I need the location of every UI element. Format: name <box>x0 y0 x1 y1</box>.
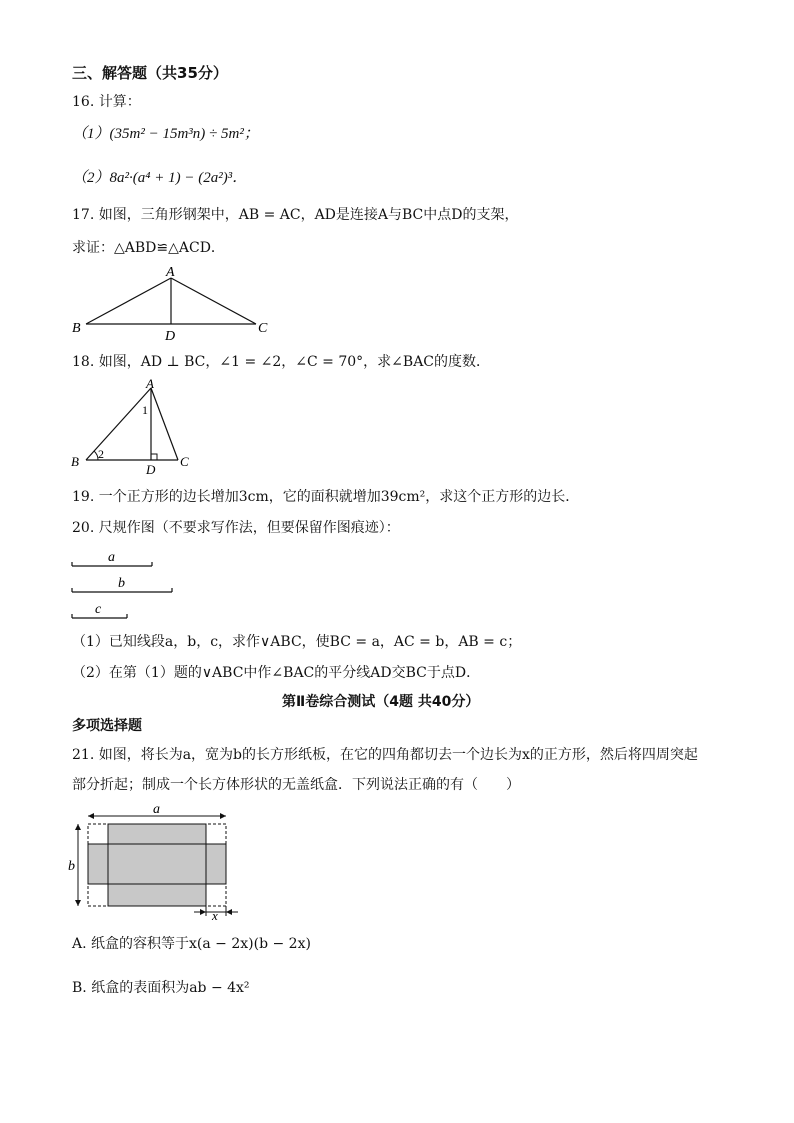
q21-stem-line1: 21. 如图，将长为a，宽为b的长方形纸板，在它的四角都切去一个边长为x的正方形，然后将四周突起 <box>72 747 698 763</box>
q21-label-a: a <box>153 802 160 817</box>
q20-part2: （2）在第（1）题的∨ABC中作∠BAC的平分线AD交BC于点D． <box>72 665 481 681</box>
part2-title: 第Ⅱ卷综合测试（4题 共40分） <box>282 694 480 710</box>
q17-label-b: B <box>72 321 81 336</box>
q21-label-x: x <box>212 908 218 922</box>
q21-label-b: b <box>68 859 75 874</box>
q16-part2: （2）8a²·(a⁴ + 1) − (2a²)³． <box>72 170 248 186</box>
q17-stem: 17. 如图，三角形钢架中，AB = AC，AD是连接A与BC中点D的支架， <box>72 207 519 223</box>
q20-segments-figure <box>66 546 206 624</box>
q18-stem: 18. 如图，AD ⊥ BC，∠1 = ∠2，∠C = 70°，求∠BAC的度数． <box>72 354 491 370</box>
q21-option-a: A. 纸盒的容积等于x(a − 2x)(b − 2x) <box>72 936 311 952</box>
q20-label-b: b <box>118 576 125 591</box>
q18-label-b: B <box>71 454 79 469</box>
q17-triangle-figure <box>66 262 286 344</box>
q20-part1: （1）已知线段a，b，c，求作∨ABC，使BC = a，AC = b，AB = c； <box>72 634 522 650</box>
section-title: 三、解答题（共35分） <box>72 64 228 82</box>
q16-stem: 16. 计算： <box>72 94 141 110</box>
q20-label-c: c <box>95 602 102 617</box>
q21-option-b: B. 纸盒的表面积为ab − 4x² <box>72 980 250 996</box>
q18-angle-1: 1 <box>142 403 148 417</box>
q18-label-a: A <box>146 378 154 391</box>
q20-label-a: a <box>108 550 115 565</box>
q17-prove: 求证：△ABD≌△ACD． <box>72 240 225 256</box>
q18-label-c: C <box>180 454 189 469</box>
multi-choice-title: 多项选择题 <box>72 718 142 734</box>
q18-label-d: D <box>146 462 156 476</box>
q16-part1: （1）(35m² − 15m³n) ÷ 5m²； <box>72 126 259 142</box>
q18-angle-2: 2 <box>98 447 104 461</box>
q21-box-figure <box>66 802 266 922</box>
q20-stem: 20. 尺规作图（不要求写作法，但要保留作图痕迹）： <box>72 520 400 536</box>
q21-stem-line2: 部分折起；制成一个长方体形状的无盖纸盒．下列说法正确的有（ ） <box>72 777 520 793</box>
q19-stem: 19. 一个正方形的边长增加3cm，它的面积就增加39cm²，求这个正方形的边长． <box>72 489 580 505</box>
q18-triangle-figure <box>66 378 206 476</box>
q17-label-a: A <box>166 265 175 280</box>
q17-label-d: D <box>165 329 176 344</box>
q17-label-c: C <box>258 321 268 336</box>
